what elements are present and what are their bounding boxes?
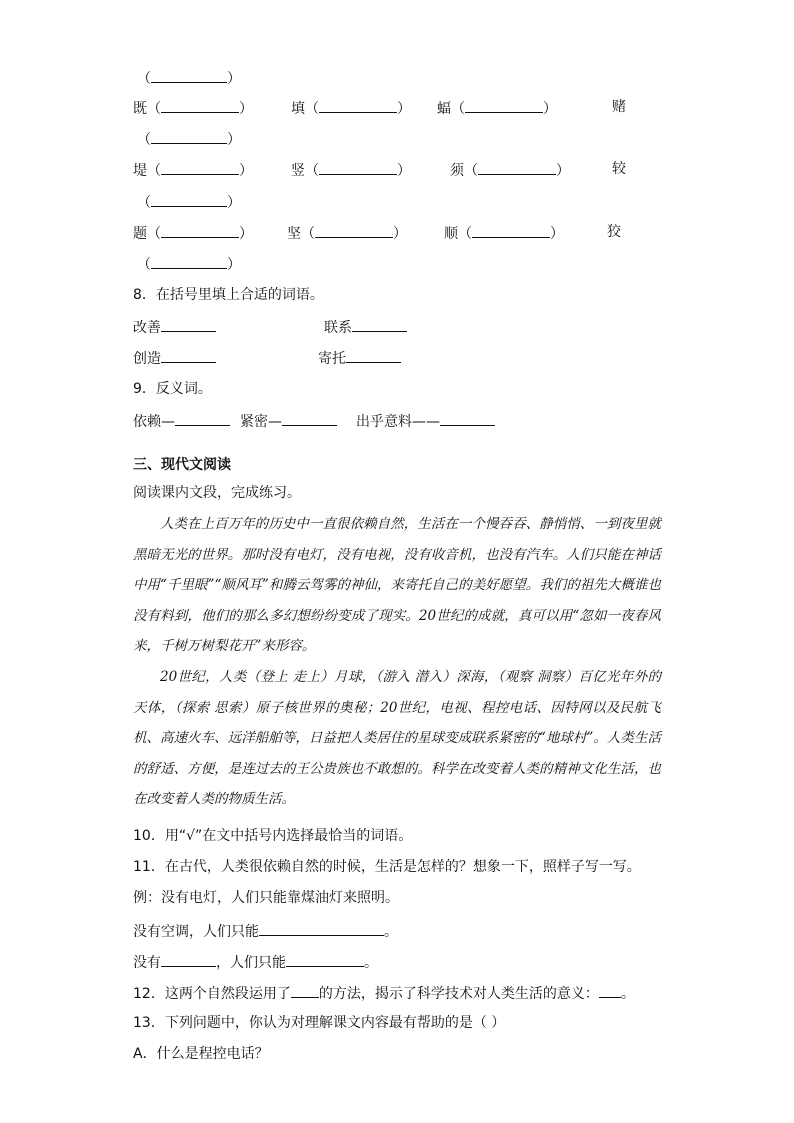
q11-line-2: 没有 ，人们只能 。 (133, 951, 378, 973)
answer-blank[interactable] (282, 410, 337, 426)
answer-blank[interactable] (151, 67, 227, 83)
word-label: 创造 (133, 351, 161, 367)
q9-item (356, 410, 495, 432)
char-label: 竖 (291, 163, 305, 179)
answer-blank[interactable] (346, 347, 401, 363)
char-item: 填（ ） (291, 97, 411, 119)
q11-title: 11．在古代，人类很依赖自然的时候，生活是怎样的？想象一下，照样子写一写。 (133, 859, 641, 875)
answer-blank[interactable] (259, 920, 384, 936)
q11-example: 例：没有电灯，人们只能靠煤油灯来照明。 (133, 890, 399, 906)
char-label: 既 (133, 101, 147, 117)
answer-blank[interactable] (319, 97, 397, 113)
char-item: 坚（ ） (287, 222, 407, 244)
paren-blank[interactable]: （ ） (137, 128, 241, 150)
paren-open: （ (137, 71, 151, 87)
answer-blank[interactable] (465, 97, 543, 113)
q8-title: 8．在括号里填上合适的词语。 (133, 287, 324, 303)
paren-blank[interactable]: （ ） (137, 253, 241, 275)
answer-blank[interactable] (319, 159, 397, 175)
answer-blank[interactable] (315, 222, 393, 238)
word-label: 出乎意料—— (356, 414, 440, 430)
answer-blank[interactable] (161, 97, 239, 113)
answer-blank[interactable] (352, 316, 407, 332)
char-item: 蝠（ ） (437, 97, 557, 119)
answer-blank[interactable] (478, 159, 556, 175)
char-label: 顺 (444, 226, 458, 242)
char-label: 赌 (612, 99, 626, 115)
char-item: 须（ ） (450, 159, 570, 181)
char-label: 填 (291, 101, 305, 117)
q9-item (240, 410, 337, 432)
word-label: 寄托 (318, 351, 346, 367)
reading-passage (133, 509, 661, 815)
passage-paragraph-2: 20世纪，人类（登上 走上）月球，（游入 潜入）深海，（观察 洞察）百亿光年外的天体，（探索 思索）原子核世界的奥秘；20世纪，电视、程控电话、因特网以及民航飞机、高速火车、远洋船舶等，日益把人类居住的星球变成联系紧密的“地球村”。人类生活的舒适、方便，是连过去的王公贵族也不敢想的。科学在改变着人类的精神文化生活，也在改变着人类的物质生活。 (133, 668, 661, 808)
answer-blank[interactable] (161, 159, 239, 175)
char-label: 蝠 (437, 101, 451, 117)
q13-title: 13．下列问题中，你认为对理解课文内容最有帮助的是（ ） (133, 1015, 506, 1031)
q10-title: 10．用“√”在文中括号内选择最恰当的词语。 (133, 828, 413, 844)
answer-blank[interactable] (286, 951, 364, 967)
word-label: 依赖— (133, 414, 175, 430)
q8-item (133, 316, 216, 338)
char-label: 须 (450, 163, 464, 179)
char-label: 题 (133, 226, 147, 242)
section-title: 三、现代文阅读 (133, 457, 231, 473)
char-item: 题（ ） (133, 222, 253, 244)
q9-item (133, 410, 230, 432)
word-label: 紧密— (240, 414, 282, 430)
answer-blank[interactable] (151, 128, 227, 144)
answer-blank[interactable] (291, 982, 319, 998)
answer-blank[interactable] (161, 316, 216, 332)
paren-blank[interactable]: （ ） (137, 191, 241, 213)
answer-blank[interactable] (599, 982, 621, 998)
answer-blank[interactable] (151, 191, 227, 207)
q8-item (324, 316, 407, 338)
answer-blank[interactable] (161, 222, 239, 238)
word-label: 改善 (133, 320, 161, 336)
q8-item (318, 347, 401, 369)
char-label: 较 (612, 161, 626, 177)
answer-blank[interactable] (472, 222, 550, 238)
passage-paragraph-1: 人类在上百万年的历史中一直很依赖自然，生活在一个慢吞吞、静悄悄、一到夜里就黑暗无光的世界。那时没有电灯，没有电视，没有收音机，也没有汽车。人们只能在神话中用“千里眼”“顺风耳”和腾云驾雾的神仙，来寄托自己的美好愿望。我们的祖先大概谁也没有料到，他们的那么多幻想纷纷变成了现实。20世纪的成就，真可以用“忽如一夜春风来，千树万树梨花开”来形容。 (133, 516, 661, 655)
char-label: 坚 (287, 226, 301, 242)
char-label: 堤 (133, 163, 147, 179)
char-label: 狡 (607, 224, 621, 240)
q8-item (133, 347, 216, 369)
q12: 12．这两个自然段运用了 的方法，揭示了科学技术对人类生活的意义： 。 (133, 982, 635, 1004)
paren-close: ） (227, 71, 241, 87)
answer-blank[interactable] (175, 410, 230, 426)
section-intro: 阅读课内文段，完成练习。 (133, 485, 301, 501)
q9-title: 9．反义词。 (133, 381, 212, 397)
q11-line-1: 没有空调，人们只能 。 (133, 920, 398, 942)
answer-blank[interactable] (161, 347, 216, 363)
answer-blank[interactable] (151, 253, 227, 269)
q13-option-a[interactable]: A．什么是程控电话？ (133, 1046, 269, 1062)
char-item: 竖（ ） (291, 159, 411, 181)
answer-blank[interactable] (440, 410, 495, 426)
char-item: 顺（ ） (444, 222, 564, 244)
char-item: 既（ ） (133, 97, 253, 119)
word-label: 联系 (324, 320, 352, 336)
char-item: 堤（ ） (133, 159, 253, 181)
paren-blank[interactable] (137, 67, 241, 89)
answer-blank[interactable] (161, 951, 216, 967)
